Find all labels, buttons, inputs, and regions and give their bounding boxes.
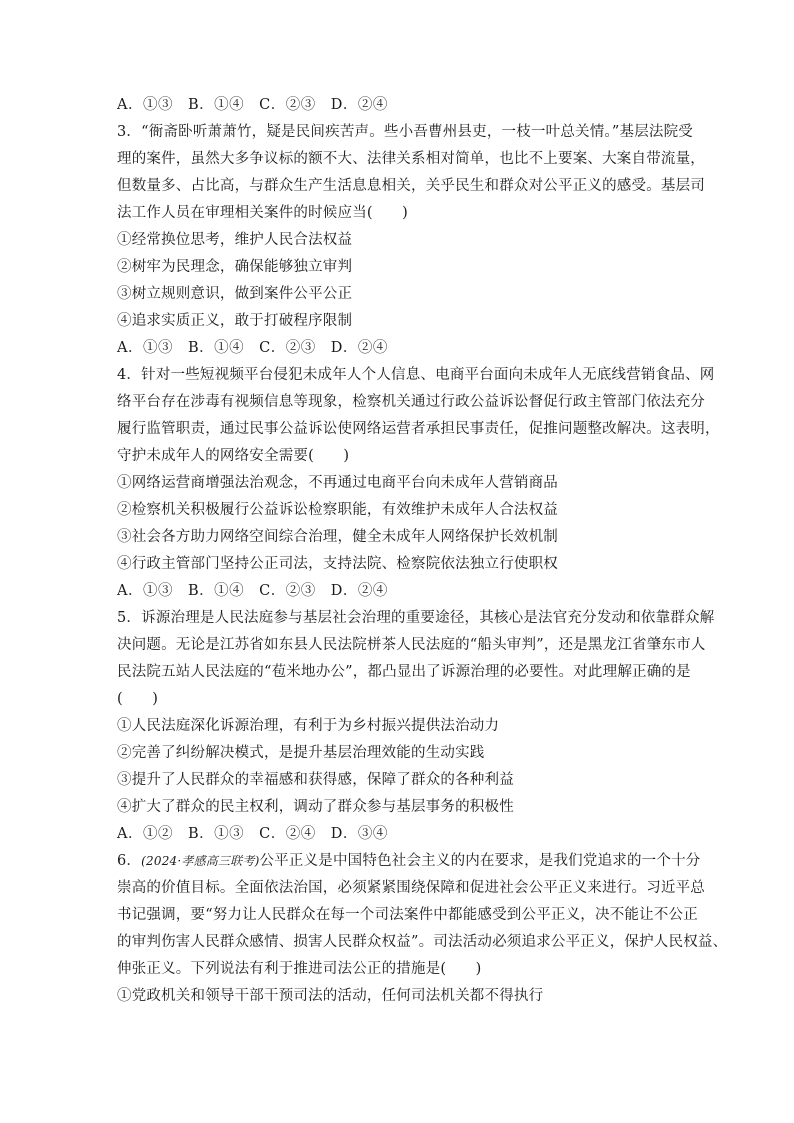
q6-stem-first: 公平正义是中国特色社会主义的内在要求，是我们党追求的一个十分	[259, 853, 701, 869]
question-5	[117, 605, 715, 848]
q5-option: ③提升了人民群众的幸福感和获得感，保障了群众的各种利益	[117, 772, 514, 788]
q3-stem-line: 但数量多、占比高，与群众生产生活息息相关，关乎民生和群众对公平正义的感受。基层司	[117, 178, 705, 194]
q3-option: ④追求实质正义，敢于打破程序限制	[117, 313, 353, 329]
q6-stem-line: 伸张正义。下列说法有利于推进司法公正的措施是( )	[117, 961, 482, 977]
q6-stem-first-line	[117, 848, 701, 875]
q3-answer-choices: A．①③ B．①④ C．②③ D．②④	[117, 340, 388, 356]
q4-answer-choices: A．①③ B．①④ C．②③ D．②④	[117, 583, 388, 599]
q3-stem-line: 理的案件，虽然大多争议标的额不大、法律关系相对简单，也比不上要案、大案自带流量，	[117, 151, 705, 167]
q5-option: ④扩大了群众的民主权利，调动了群众参与基层事务的积极性	[117, 799, 514, 815]
q2-answer-choices: A．①③ B．①④ C．②③ D．②④	[117, 97, 388, 113]
q5-option: ②完善了纠纷解决模式，是提升基层治理效能的生动实践	[117, 745, 485, 761]
q5-stem-line: 决问题。无论是江苏省如东县人民法院栟茶人民法庭的“船头审判”，还是黑龙江省肇东市人	[117, 637, 706, 653]
q3-stem-line: 法工作人员在审理相关案件的时候应当( )	[117, 205, 409, 221]
q5-stem-line: ( )	[117, 691, 159, 707]
question-4	[117, 362, 720, 605]
q5-option: ①人民法庭深化诉源治理，有利于为乡村振兴提供法治动力	[117, 718, 500, 734]
question-3	[117, 119, 705, 362]
q3-option: ③树立规则意识，做到案件公平公正	[117, 286, 353, 302]
q4-stem-line: 履行监管职责，通过民事公益诉讼使网络运营者承担民事责任，促推问题整改解决。这表明，	[117, 421, 720, 437]
q5-stem-line: 5．诉源治理是人民法庭参与基层社会治理的重要途径，其核心是法官充分发动和依靠群众解	[117, 610, 715, 626]
question-6	[117, 848, 728, 1010]
q4-stem-line: 络平台存在涉毒有视频信息等现象，检察机关通过行政公益诉讼督促行政主管部门依法充分	[117, 394, 705, 410]
q4-option: ④行政主管部门坚持公正司法，支持法院、检察院依法独立行使职权	[117, 556, 558, 572]
q5-stem-line: 民法院五站人民法庭的“苞米地办公”，都凸显出了诉源治理的必要性。对此理解正确的是	[117, 664, 691, 680]
q6-stem-line: 崇高的价值目标。全面依法治国，必须紧紧围绕保障和促进社会公平正义来进行。习近平总	[117, 880, 705, 896]
q3-option: ②树牢为民理念，确保能够独立审判	[117, 259, 353, 275]
q6-stem-line: 的审判伤害人民群众感情、损害人民群众权益”。司法活动必须追求公平正义，保护人民权益、	[117, 934, 728, 950]
q6-source-tag: (2024·孝感高三联考)	[141, 854, 260, 868]
q5-answer-choices: A．①② B．①③ C．②④ D．③④	[117, 826, 388, 842]
q4-stem-line: 守护未成年人的网络安全需要( )	[117, 448, 350, 464]
q6-number: 6．	[117, 853, 142, 869]
q4-option: ②检察机关积极履行公益诉讼检察职能，有效维护未成年人合法权益	[117, 502, 558, 518]
q3-stem-line: 3．“衙斋卧听萧萧竹，疑是民间疾苦声。些小吾曹州县吏，一枝一叶总关情。”基层法院受	[117, 124, 693, 140]
q4-option: ①网络运营商增强法治观念，不再通过电商平台向未成年人营销商品	[117, 475, 558, 491]
q6-option: ①党政机关和领导干部干预司法的活动，任何司法机关都不得执行	[117, 988, 544, 1004]
q6-stem-line: 书记强调，要“努力让人民群众在每一个司法案件中都能感受到公平正义，决不能让不公正	[117, 907, 698, 923]
q4-stem-line: 4．针对一些短视频平台侵犯未成年人个人信息、电商平台面向未成年人无底线营销食品、网	[117, 367, 715, 383]
exam-page	[117, 92, 728, 1010]
q4-option: ③社会各方助力网络空间综合治理，健全未成年人网络保护长效机制	[117, 529, 558, 545]
q3-option: ①经常换位思考，维护人民合法权益	[117, 232, 353, 248]
